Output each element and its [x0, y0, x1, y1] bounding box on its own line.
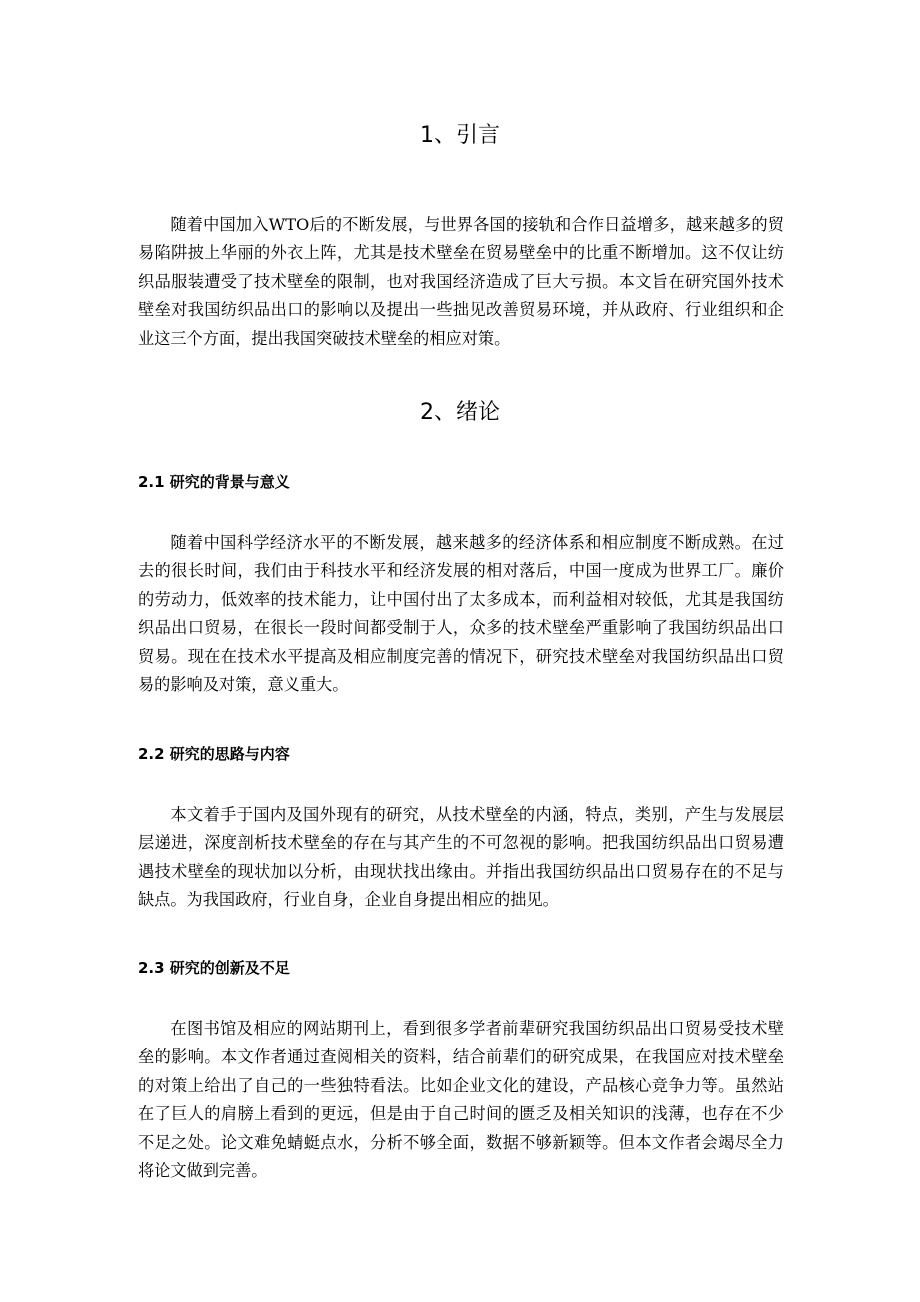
section-2-1-heading: 2.1 研究的背景与意义	[138, 473, 290, 491]
section-2-3-paragraph: 在图书馆及相应的网站期刊上，看到很多学者前辈研究我国纺织品出口贸易受技术壁垒的影响。本文作者通过查阅相关的资料，结合前辈们的研究成果，在我国应对技术壁垒的对策上给出了自己的一些独特看法。比如企业文化的建设，产品核心竞争力等。虽然站在了巨人的肩膀上看到的更远，但是由于自己时间的匮乏及相关知识的浅薄，也存在不少不足之处。论文难免蜻蜓点水，分析不够全面，数据不够新颖等。但本文作者会竭尽全力将论文做到完善。	[138, 1019, 784, 1181]
chapter-1-title: 1、引言	[420, 123, 500, 148]
chapter-2-title: 2、绪论	[420, 400, 500, 425]
section-2-2-heading: 2.2 研究的思路与内容	[138, 745, 290, 763]
section-2-1-paragraph: 随着中国科学经济水平的不断发展，越来越多的经济体系和相应制度不断成熟。在过去的很长时间，我们由于科技水平和经济发展的相对落后，中国一度成为世界工厂。廉价的劳动力，低效率的技术能力，让中国付出了太多成本，而利益相对较低，尤其是我国纺织品出口贸易，在很长一段时间都受制于人，众多的技术壁垒严重影响了我国纺织品出口贸易。现在在技术水平提高及相应制度完善的情况下，研究技术壁垒对我国纺织品出口贸易的影响及对策，意义重大。	[138, 533, 784, 695]
section-2-2-paragraph: 本文着手于国内及国外现有的研究，从技术壁垒的内涵，特点，类别，产生与发展层层递进，深度剖析技术壁垒的存在与其产生的不可忽视的影响。把我国纺织品出口贸易遭遇技术壁垒的现状加以分析，由现状找出缘由。并指出我国纺织品出口贸易存在的不足与缺点。为我国政府，行业自身，企业自身提出相应的拙见。	[138, 805, 784, 910]
section-2-3-heading: 2.3 研究的创新及不足	[138, 959, 290, 977]
introduction-paragraph: 随着中国加入WTO后的不断发展，与世界各国的接轨和合作日益增多，越来越多的贸易陷阱披上华丽的外衣上阵，尤其是技术壁垒在贸易壁垒中的比重不断增加。这不仅让纺织品服装遭受了技术壁垒的限制，也对我国经济造成了巨大亏损。本文旨在研究国外技术壁垒对我国纺织品出口的影响以及提出一些拙见改善贸易环境，并从政府、行业组织和企业这三个方面，提出我国突破技术壁垒的相应对策。	[138, 215, 784, 348]
